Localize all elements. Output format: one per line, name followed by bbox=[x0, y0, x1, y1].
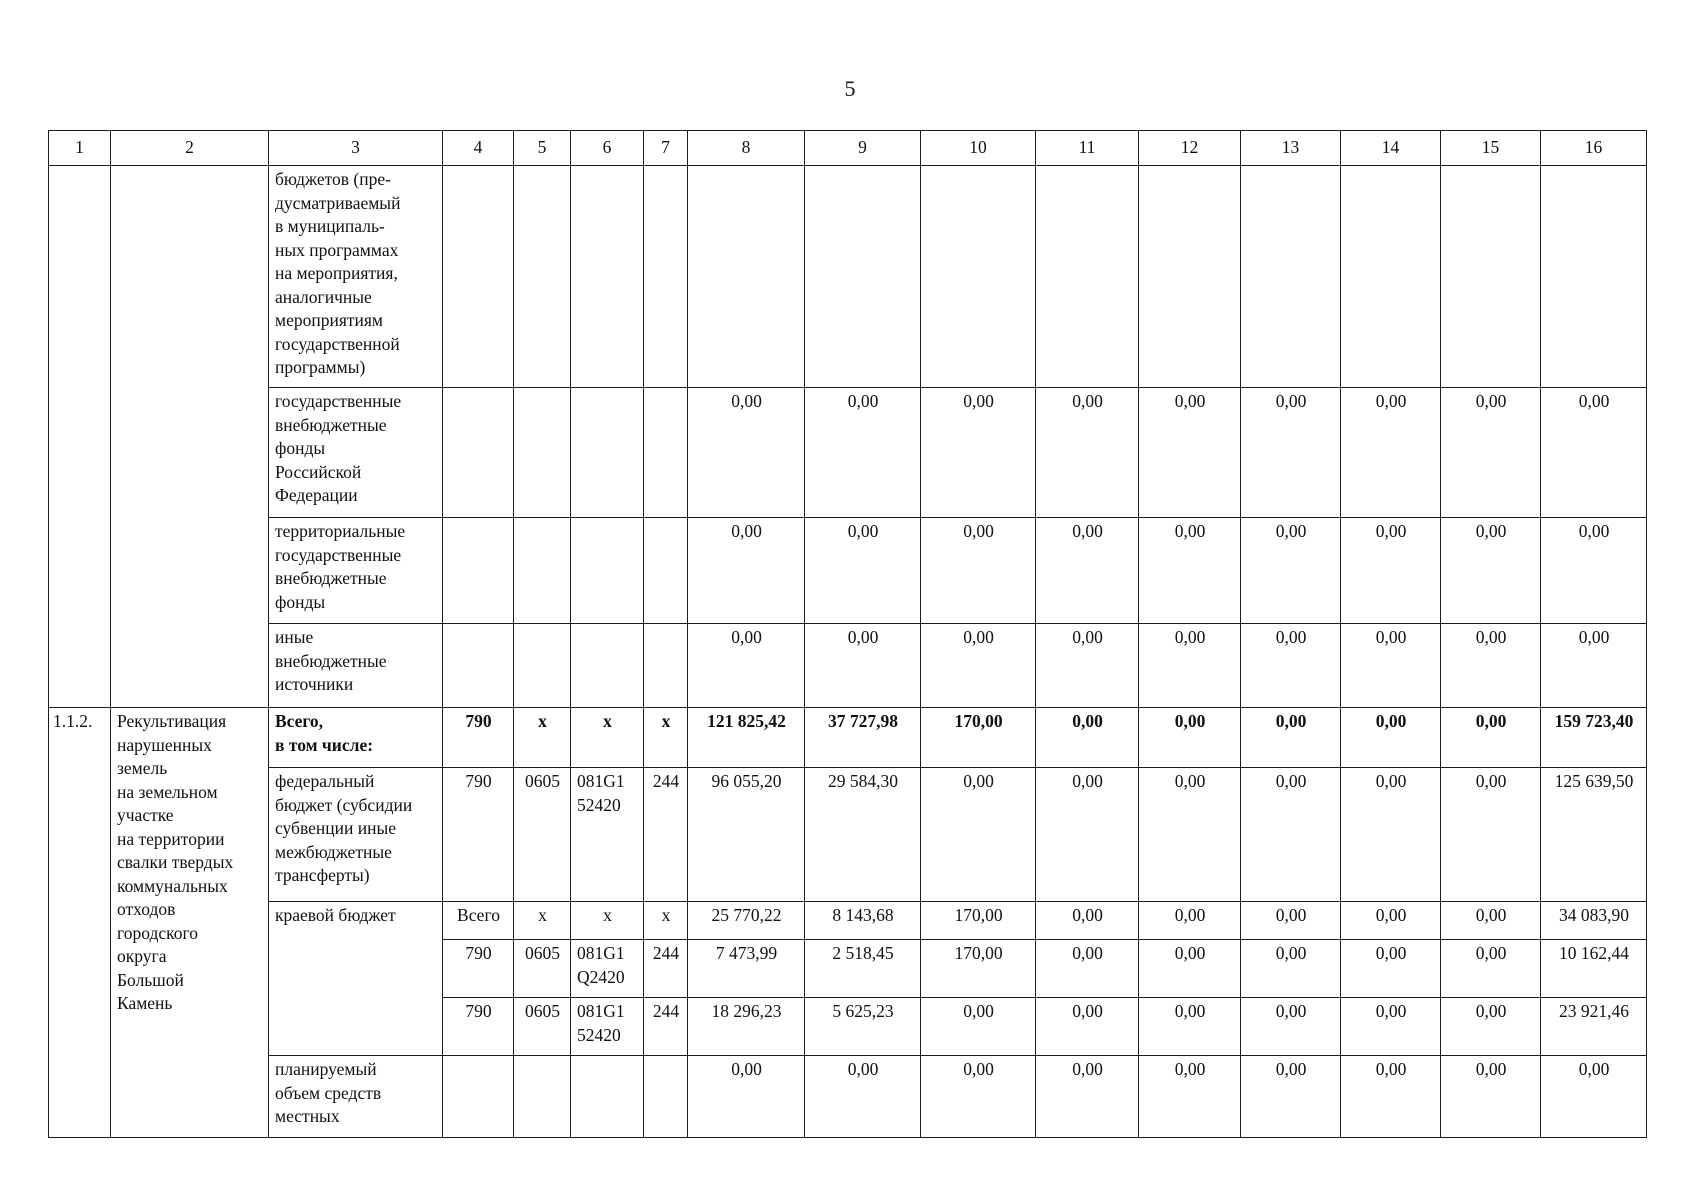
value-cell: 170,00 bbox=[921, 708, 1036, 768]
value-cell: 18 296,23 bbox=[688, 998, 805, 1056]
value-cell: 0,00 bbox=[1241, 518, 1341, 624]
value-cell: 170,00 bbox=[921, 940, 1036, 998]
value-cell: 0,00 bbox=[1241, 940, 1341, 998]
table-cell bbox=[644, 518, 688, 624]
value-cell: 0,00 bbox=[1341, 998, 1441, 1056]
value-cell: 0,00 bbox=[1139, 624, 1241, 708]
value-cell: 0,00 bbox=[921, 998, 1036, 1056]
table-cell bbox=[1441, 166, 1541, 388]
value-cell: 0,00 bbox=[921, 518, 1036, 624]
value-cell: 0,00 bbox=[688, 624, 805, 708]
code-cell: 081G1 Q2420 bbox=[571, 940, 644, 998]
table-cell bbox=[1036, 166, 1139, 388]
value-cell: 0,00 bbox=[1341, 1056, 1441, 1138]
header-cell: 4 bbox=[443, 131, 514, 166]
table-cell bbox=[571, 166, 644, 388]
value-cell: 0,00 bbox=[1036, 1056, 1139, 1138]
value-cell: 0,00 bbox=[921, 624, 1036, 708]
header-cell: 14 bbox=[1341, 131, 1441, 166]
header-cell: 7 bbox=[644, 131, 688, 166]
value-cell: 0,00 bbox=[921, 1056, 1036, 1138]
value-cell: 0,00 bbox=[1241, 902, 1341, 940]
header-cell: 16 bbox=[1541, 131, 1647, 166]
code-cell: х bbox=[644, 902, 688, 940]
value-cell: 0,00 bbox=[688, 388, 805, 518]
code-cell: 244 bbox=[644, 940, 688, 998]
table-cell bbox=[571, 518, 644, 624]
header-row bbox=[49, 131, 1647, 166]
code-cell: х bbox=[571, 902, 644, 940]
item-number: 1.1.2. bbox=[49, 708, 111, 1138]
value-cell: 121 825,42 bbox=[688, 708, 805, 768]
header-cell: 1 bbox=[49, 131, 111, 166]
header-cell: 2 bbox=[111, 131, 269, 166]
value-cell: 0,00 bbox=[1139, 902, 1241, 940]
budget-table bbox=[48, 130, 1647, 1138]
table-cell bbox=[443, 166, 514, 388]
source-cell: территориальные государственные внебюджетные фонды bbox=[269, 518, 443, 624]
code-cell: х bbox=[514, 708, 571, 768]
source-cell: Всего, в том числе: bbox=[269, 708, 443, 768]
value-cell: 0,00 bbox=[1241, 768, 1341, 902]
value-cell: 0,00 bbox=[1441, 388, 1541, 518]
code-cell: 244 bbox=[644, 768, 688, 902]
value-cell: 0,00 bbox=[1441, 708, 1541, 768]
value-cell: 0,00 bbox=[1139, 998, 1241, 1056]
value-cell: 0,00 bbox=[688, 1056, 805, 1138]
value-cell: 0,00 bbox=[1036, 902, 1139, 940]
value-cell: 0,00 bbox=[805, 624, 921, 708]
table-row bbox=[49, 518, 1647, 624]
value-cell: 159 723,40 bbox=[1541, 708, 1647, 768]
value-cell: 0,00 bbox=[805, 388, 921, 518]
code-cell: х bbox=[514, 902, 571, 940]
code-cell: 081G1 52420 bbox=[571, 998, 644, 1056]
value-cell: 7 473,99 bbox=[688, 940, 805, 998]
table-cell bbox=[443, 1056, 514, 1138]
header-cell: 8 bbox=[688, 131, 805, 166]
value-cell: 0,00 bbox=[1036, 768, 1139, 902]
source-cell: федеральный бюджет (субсидии субвенции иные межбюджетные трансферты) bbox=[269, 768, 443, 902]
value-cell: 0,00 bbox=[1139, 768, 1241, 902]
value-cell: 0,00 bbox=[1241, 708, 1341, 768]
table-cell bbox=[921, 166, 1036, 388]
table-cell bbox=[49, 166, 111, 708]
value-cell: 96 055,20 bbox=[688, 768, 805, 902]
table-cell bbox=[514, 518, 571, 624]
value-cell: 37 727,98 bbox=[805, 708, 921, 768]
item-title: Рекультивация нарушенных земель на земельном участке на территории свалки твердых коммунальных отходов городского округа Большой Камень bbox=[111, 708, 269, 1138]
code-cell: Всего bbox=[443, 902, 514, 940]
value-cell: 0,00 bbox=[1341, 388, 1441, 518]
value-cell: 0,00 bbox=[1139, 518, 1241, 624]
page-number: 5 bbox=[844, 76, 856, 101]
table-row bbox=[49, 388, 1647, 518]
value-cell: 170,00 bbox=[921, 902, 1036, 940]
header-cell: 12 bbox=[1139, 131, 1241, 166]
table-row bbox=[49, 1056, 1647, 1138]
value-cell: 125 639,50 bbox=[1541, 768, 1647, 902]
table-row bbox=[49, 902, 1647, 940]
value-cell: 0,00 bbox=[1441, 940, 1541, 998]
code-cell: 244 bbox=[644, 998, 688, 1056]
table-cell bbox=[111, 166, 269, 708]
header-cell: 6 bbox=[571, 131, 644, 166]
table-cell bbox=[571, 388, 644, 518]
header-cell: 15 bbox=[1441, 131, 1541, 166]
table-cell bbox=[514, 1056, 571, 1138]
value-cell: 0,00 bbox=[1139, 708, 1241, 768]
code-cell: 081G1 52420 bbox=[571, 768, 644, 902]
value-cell: 0,00 bbox=[1341, 768, 1441, 902]
value-cell: 0,00 bbox=[1341, 624, 1441, 708]
table-cell bbox=[514, 166, 571, 388]
table-cell bbox=[644, 1056, 688, 1138]
table-row bbox=[49, 768, 1647, 902]
source-cell: иные внебюджетные источники bbox=[269, 624, 443, 708]
code-cell: х bbox=[571, 708, 644, 768]
value-cell: 23 921,46 bbox=[1541, 998, 1647, 1056]
value-cell: 0,00 bbox=[921, 388, 1036, 518]
value-cell: 0,00 bbox=[1441, 518, 1541, 624]
value-cell: 0,00 bbox=[1139, 388, 1241, 518]
table-cell bbox=[644, 388, 688, 518]
table-cell bbox=[443, 388, 514, 518]
value-cell: 0,00 bbox=[921, 768, 1036, 902]
code-cell: 790 bbox=[443, 708, 514, 768]
table-cell bbox=[805, 166, 921, 388]
value-cell: 0,00 bbox=[1441, 1056, 1541, 1138]
code-cell: 0605 bbox=[514, 940, 571, 998]
table-cell bbox=[1341, 166, 1441, 388]
code-cell: 790 bbox=[443, 940, 514, 998]
value-cell: 0,00 bbox=[688, 518, 805, 624]
table-cell bbox=[443, 518, 514, 624]
table-cell bbox=[514, 624, 571, 708]
table-cell bbox=[514, 388, 571, 518]
value-cell: 0,00 bbox=[1036, 998, 1139, 1056]
value-cell: 0,00 bbox=[1541, 388, 1647, 518]
value-cell: 0,00 bbox=[1036, 518, 1139, 624]
table-cell bbox=[571, 624, 644, 708]
header-cell: 3 bbox=[269, 131, 443, 166]
value-cell: 0,00 bbox=[1036, 388, 1139, 518]
table-cell bbox=[1139, 166, 1241, 388]
table-row bbox=[49, 708, 1647, 768]
table-cell bbox=[644, 624, 688, 708]
value-cell: 0,00 bbox=[1541, 624, 1647, 708]
header-cell: 5 bbox=[514, 131, 571, 166]
value-cell: 0,00 bbox=[1541, 518, 1647, 624]
table-cell bbox=[571, 1056, 644, 1138]
code-cell: 790 bbox=[443, 998, 514, 1056]
value-cell: 0,00 bbox=[1036, 624, 1139, 708]
value-cell: 0,00 bbox=[1341, 708, 1441, 768]
value-cell: 5 625,23 bbox=[805, 998, 921, 1056]
table-cell bbox=[1241, 166, 1341, 388]
source-cell: государственные внебюджетные фонды Российской Федерации bbox=[269, 388, 443, 518]
value-cell: 10 162,44 bbox=[1541, 940, 1647, 998]
value-cell: 0,00 bbox=[1139, 1056, 1241, 1138]
value-cell: 0,00 bbox=[1241, 388, 1341, 518]
value-cell: 0,00 bbox=[1341, 940, 1441, 998]
header-cell: 13 bbox=[1241, 131, 1341, 166]
source-cell: планируемый объем средств местных bbox=[269, 1056, 443, 1138]
header-cell: 9 bbox=[805, 131, 921, 166]
value-cell: 0,00 bbox=[1441, 902, 1541, 940]
source-cell: краевой бюджет bbox=[269, 902, 443, 1056]
table-row bbox=[49, 166, 1647, 388]
value-cell: 0,00 bbox=[1441, 624, 1541, 708]
header-cell: 11 bbox=[1036, 131, 1139, 166]
value-cell: 25 770,22 bbox=[688, 902, 805, 940]
table-row bbox=[49, 624, 1647, 708]
code-cell: 790 bbox=[443, 768, 514, 902]
value-cell: 0,00 bbox=[1341, 518, 1441, 624]
value-cell: 34 083,90 bbox=[1541, 902, 1647, 940]
value-cell: 0,00 bbox=[805, 518, 921, 624]
value-cell: 0,00 bbox=[1036, 940, 1139, 998]
value-cell: 0,00 bbox=[1241, 998, 1341, 1056]
code-cell: 0605 bbox=[514, 998, 571, 1056]
source-cell: бюджетов (пре- дусматриваемый в муниципаль- ных программах на мероприятия, аналогичные мероприятиям государственной программы) bbox=[269, 166, 443, 388]
value-cell: 0,00 bbox=[1241, 624, 1341, 708]
code-cell: х bbox=[644, 708, 688, 768]
value-cell: 8 143,68 bbox=[805, 902, 921, 940]
value-cell: 0,00 bbox=[1139, 940, 1241, 998]
table-cell bbox=[688, 166, 805, 388]
value-cell: 0,00 bbox=[1441, 768, 1541, 902]
header-cell: 10 bbox=[921, 131, 1036, 166]
value-cell: 0,00 bbox=[1036, 708, 1139, 768]
value-cell: 0,00 bbox=[1441, 998, 1541, 1056]
table-cell bbox=[443, 624, 514, 708]
value-cell: 2 518,45 bbox=[805, 940, 921, 998]
value-cell: 0,00 bbox=[805, 1056, 921, 1138]
table-cell bbox=[1541, 166, 1647, 388]
value-cell: 0,00 bbox=[1341, 902, 1441, 940]
table-cell bbox=[644, 166, 688, 388]
value-cell: 0,00 bbox=[1241, 1056, 1341, 1138]
value-cell: 29 584,30 bbox=[805, 768, 921, 902]
value-cell: 0,00 bbox=[1541, 1056, 1647, 1138]
code-cell: 0605 bbox=[514, 768, 571, 902]
